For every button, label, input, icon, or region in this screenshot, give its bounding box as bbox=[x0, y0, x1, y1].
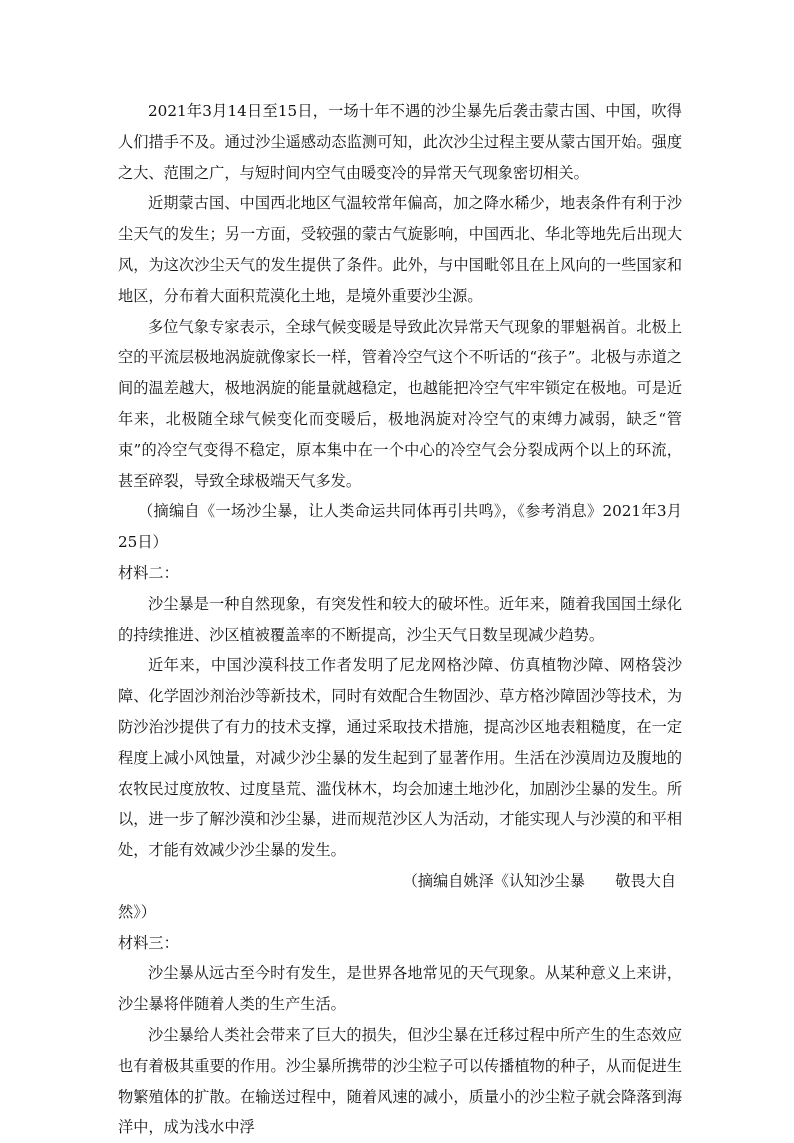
paragraph-material2-2: 近年来，中国沙漠科技工作者发明了尼龙网格沙障、仿真植物沙障、网格袋沙障、化学固沙剂治沙等新技术，同时有效配合生物固沙、草方格沙障固沙等技术，为防沙治沙提供了有力的技术支撑，通过采取技术措施，提高沙区地表粗糙度，在一定程度上减小风蚀量，对减少沙尘暴的发生起到了显著作用。生活在沙漠周边及腹地的农牧民过度放牧、过度垦荒、滥伐林木，均会加速土地沙化，加剧沙尘暴的发生。所以，进一步了解沙漠和沙尘暴，进而规范沙区人为活动，才能实现人与沙漠的和平相处，才能有效减少沙尘暴的发生。 bbox=[118, 656, 682, 860]
paragraph-material1-1: 2021年3月14日至15日，一场十年不遇的沙尘暴先后袭击蒙古国、中国，吹得人们措手不及。通过沙尘遥感动态监测可知，此次沙尘过程主要从蒙古国开始。强度之大、范围之广，与短时间内空气由暖变冷的异常天气现象密切相关。 bbox=[118, 102, 682, 182]
paragraph-material3-2: 沙尘暴给人类社会带来了巨大的损失，但沙尘暴在迁移过程中所产生的生态效应也有着极其重要的作用。沙尘暴所携带的沙尘粒子可以传播植物的种子，从而促进生物繁殖体的扩散。在输送过程中，随着风速的减小，质量小的沙尘粒子就会降落到海洋中，成为浅水中浮 bbox=[118, 1025, 682, 1137]
source-citation-2-line1: （摘编自姚泽《认知沙尘暴 敬畏大自 bbox=[402, 871, 676, 890]
paragraph-material1-3: 多位气象专家表示，全球气候变暖是导致此次异常天气现象的罪魁祸首。北极上空的平流层极地涡旋就像家长一样，管着冷空气这个不听话的“孩子”。北极与赤道之间的温差越大，极地涡旋的能量就越稳定，也越能把冷空气牢牢锁定在极地。可是近年来，北极随全球气候变化而变暖后，极地涡旋对冷空气的束缚力减弱，缺乏“管束”的冷空气变得不稳定，原本集中在一个中心的冷空气会分裂成两个以上的环流，甚至碎裂，导致全球极端天气多发。 bbox=[118, 317, 682, 490]
paragraph-material2-1: 沙尘暴是一种自然现象，有突发性和较大的破坏性。近年来，随着我国国土绿化的持续推进、沙区植被覆盖率的不断提高，沙尘天气日数呈现减少趋势。 bbox=[118, 594, 682, 644]
source-citation-2-line2: 然》） bbox=[118, 902, 156, 921]
source-citation-2 bbox=[118, 866, 682, 928]
document-body bbox=[118, 96, 682, 1143]
paragraph-material3-1: 沙尘暴从远古至今时有发生，是世界各地常见的天气现象。从某种意义上来讲，沙尘暴将伴随着人类的生产生活。 bbox=[118, 964, 682, 1014]
heading-material3: 材料三： bbox=[118, 933, 179, 952]
source-citation-1: （摘编自《一场沙尘暴，让人类命运共同体再引共鸣》，《参考消息》2021年3月25日） bbox=[118, 502, 682, 552]
paragraph-material1-2: 近期蒙古国、中国西北地区气温较常年偏高，加之降水稀少，地表条件有利于沙尘天气的发生；另一方面，受较强的蒙古气旋影响，中国西北、华北等地先后出现大风，为这次沙尘天气的发生提供了条件。此外，与中国毗邻且在上风向的一些国家和地区，分布着大面积荒漠化土地，是境外重要沙尘源。 bbox=[118, 194, 682, 305]
heading-material2: 材料二： bbox=[118, 563, 179, 582]
